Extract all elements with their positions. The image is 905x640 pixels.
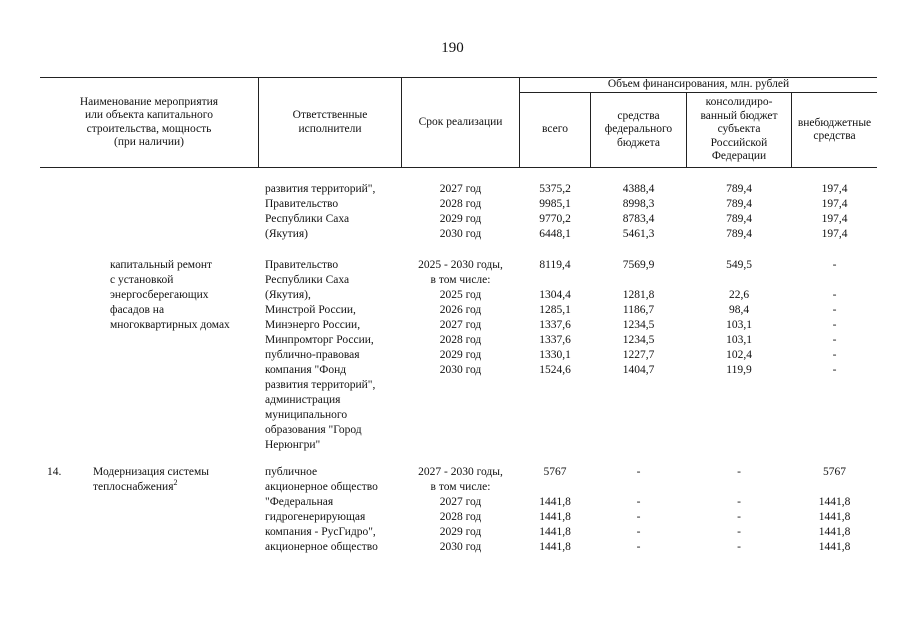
block3-item-number: 14.: [47, 466, 62, 478]
block1-total: 5375,2 9985,1 9770,2 6448,1: [539, 183, 571, 240]
block1-executors: развития территорий", Правительство Республики Саха (Якутия): [265, 183, 376, 240]
page-number: 190: [441, 40, 464, 56]
header-regional-column: консолидиро- ванный бюджет субъекта Российской Федерации: [700, 96, 778, 163]
header-period-column: Срок реализации: [418, 115, 503, 128]
block3-name-text: Модернизация системы теплоснабжения: [93, 466, 209, 493]
block2-offbudget: - - - - - - -: [832, 259, 837, 376]
block2-total: 8119,4 1304,4 1285,1 1337,6 1337,6 1330,1 1524,6: [539, 259, 571, 376]
block3-executors: публичное акционерное общество "Федеральная гидрогенерирующая компания - РусГидро", акционерное общество: [265, 466, 378, 553]
block1-regional: 789,4 789,4 789,4 789,4: [726, 183, 752, 240]
block3-total: 5767 1441,8 1441,8 1441,8 1441,8: [539, 466, 571, 553]
header-offbudget-column: внебюджетные средства: [797, 116, 872, 142]
header-federal-column: средства федерального бюджета: [604, 109, 673, 149]
block3-federal: - - - - -: [636, 466, 641, 553]
block3-period: 2027 - 2030 годы, в том числе: 2027 год 2028 год 2029 год 2030 год: [418, 466, 503, 553]
block1-federal: 4388,4 8998,3 8783,4 5461,3: [622, 183, 655, 240]
block3-measure-name: [93, 465, 253, 495]
header-executors-column: Ответственные исполнители: [292, 109, 368, 135]
block2-period: 2025 - 2030 годы, в том числе: 2025 год 2026 год 2027 год 2028 год 2029 год 2030 год: [418, 259, 503, 376]
block3-regional: - - - - -: [737, 466, 741, 553]
block3-offbudget: 5767 1441,8 1441,8 1441,8 1441,8: [818, 466, 851, 553]
block2-executors: Правительство Республики Саха (Якутия), Минстрой России, Минэнерго России, Минпромторг России, публично-правовая компания "Фонд развития территорий", администрация муниципального образования "Город Нерюнгри": [265, 259, 376, 451]
block2-regional: 549,5 22,6 98,4 103,1 103,1 102,4 119,9: [726, 259, 752, 376]
footnote-marker: 2: [173, 478, 178, 488]
header-name-column: Наименование мероприятия или объекта капитального строительства, мощность (при наличии): [79, 95, 219, 148]
block2-federal: 7569,9 1281,8 1186,7 1234,5 1234,5 1227,7 1404,7: [622, 259, 655, 376]
header-funding-group: Объем финансирования, млн. рублей: [607, 78, 790, 91]
block1-period: 2027 год 2028 год 2029 год 2030 год: [439, 183, 482, 240]
header-total-column: всего: [542, 123, 568, 136]
header-bottom-rule: [40, 167, 877, 168]
block1-offbudget: 197,4 197,4 197,4 197,4: [821, 183, 848, 240]
block2-measure-name: капитальный ремонт с установкой энергосберегающих фасадов на многоквартирных домах: [110, 259, 230, 331]
